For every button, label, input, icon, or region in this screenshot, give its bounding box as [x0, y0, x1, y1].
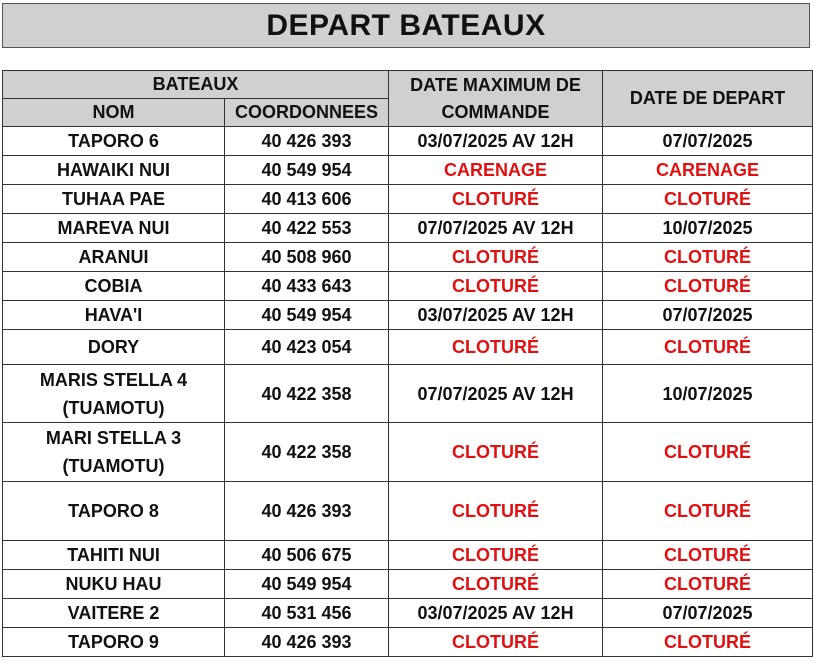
boat-phone: 40 426 393	[225, 127, 389, 156]
boat-name	[3, 156, 225, 185]
order-deadline: CLOTURÉ	[389, 330, 603, 365]
table-row	[3, 127, 813, 156]
boat-name-line: COBIA	[84, 276, 143, 296]
table-row	[3, 330, 813, 365]
table-row	[3, 301, 813, 330]
boat-phone: 40 422 358	[225, 423, 389, 482]
boat-name-line: VAITERE 2	[67, 603, 160, 623]
order-deadline: CLOTURÉ	[389, 185, 603, 214]
departure-date: CLOTURÉ	[603, 272, 813, 301]
order-deadline: 07/07/2025 AV 12H	[389, 365, 603, 423]
boat-name-line: NUKU HAU	[65, 574, 162, 594]
header-date-depart: DATE DE DEPART	[603, 71, 813, 127]
boat-phone: 40 508 960	[225, 243, 389, 272]
boat-name	[3, 214, 225, 243]
table-row	[3, 156, 813, 185]
boat-phone: 40 549 954	[225, 301, 389, 330]
table-row	[3, 185, 813, 214]
departure-date: CLOTURÉ	[603, 423, 813, 482]
boat-name	[3, 482, 225, 541]
boat-phone: 40 506 675	[225, 541, 389, 570]
boat-name-line: HAVA'I	[84, 305, 143, 325]
boat-phone: 40 426 393	[225, 628, 389, 657]
boat-name	[3, 423, 225, 482]
boat-name-line: MAREVA NUI	[57, 218, 170, 238]
boat-name-line: TAPORO 6	[68, 131, 159, 151]
boat-name-line: (TUAMOTU)	[62, 397, 165, 418]
order-deadline: CLOTURÉ	[389, 541, 603, 570]
boat-phone: 40 531 456	[225, 599, 389, 628]
boat-phone: 40 426 393	[225, 482, 389, 541]
table-row	[3, 214, 813, 243]
departure-date: CLOTURÉ	[603, 628, 813, 657]
departure-date: CLOTURÉ	[603, 243, 813, 272]
table-row	[3, 628, 813, 657]
boat-name-line: DORY	[87, 337, 140, 357]
boat-name-line: TAPORO 9	[68, 632, 159, 652]
order-deadline: 03/07/2025 AV 12H	[389, 301, 603, 330]
boat-phone: 40 413 606	[225, 185, 389, 214]
header-nom: NOM	[3, 99, 225, 127]
boat-phone: 40 423 054	[225, 330, 389, 365]
departure-date: 10/07/2025	[603, 365, 813, 423]
header-coordonnees: COORDONNEES	[225, 99, 389, 127]
order-deadline: 03/07/2025 AV 12H	[389, 127, 603, 156]
table-row	[3, 365, 813, 423]
boat-phone: 40 422 553	[225, 214, 389, 243]
boat-name-line: (TUAMOTU)	[62, 456, 165, 476]
boat-name-line: TAHITI NUI	[67, 545, 160, 565]
boat-name-line: MARIS STELLA 4	[39, 369, 188, 390]
page-title: DEPART BATEAUX	[266, 8, 546, 42]
order-deadline: 07/07/2025 AV 12H	[389, 214, 603, 243]
table-row	[3, 599, 813, 628]
boat-name	[3, 272, 225, 301]
order-deadline: CLOTURÉ	[389, 272, 603, 301]
departure-date: CLOTURÉ	[603, 185, 813, 214]
boat-name	[3, 301, 225, 330]
boat-phone: 40 433 643	[225, 272, 389, 301]
boat-name-line: TAPORO 8	[68, 501, 159, 521]
table-row	[3, 272, 813, 301]
table-row	[3, 541, 813, 570]
order-deadline: CLOTURÉ	[389, 482, 603, 541]
departure-date: CLOTURÉ	[603, 541, 813, 570]
boat-name-line: TUHAA PAE	[62, 189, 165, 209]
table-body	[3, 127, 813, 657]
order-deadline: CLOTURÉ	[389, 570, 603, 599]
order-deadline: 03/07/2025 AV 12H	[389, 599, 603, 628]
table-row	[3, 423, 813, 482]
boat-phone: 40 549 954	[225, 570, 389, 599]
departure-date: CLOTURÉ	[603, 330, 813, 365]
boat-name	[3, 330, 225, 365]
boat-name	[3, 243, 225, 272]
boat-name	[3, 185, 225, 214]
boat-phone: 40 549 954	[225, 156, 389, 185]
header-bateaux: BATEAUX	[3, 71, 389, 99]
departure-date: 10/07/2025	[603, 214, 813, 243]
table-row	[3, 570, 813, 599]
title-banner	[2, 3, 810, 48]
table-row	[3, 243, 813, 272]
boat-name-line: HAWAIKI NUI	[56, 160, 170, 180]
boat-phone: 40 422 358	[225, 365, 389, 423]
boat-name	[3, 365, 225, 423]
departure-date: CLOTURÉ	[603, 570, 813, 599]
departure-date: CARENAGE	[603, 156, 813, 185]
boat-name	[3, 599, 225, 628]
departure-date: 07/07/2025	[603, 127, 813, 156]
departures-table	[2, 70, 813, 657]
order-deadline: CARENAGE	[389, 156, 603, 185]
order-deadline: CLOTURÉ	[389, 423, 603, 482]
table-row	[3, 482, 813, 541]
boat-name-line: MARI STELLA 3	[45, 428, 182, 448]
order-deadline: CLOTURÉ	[389, 628, 603, 657]
boat-name-line: ARANUI	[78, 247, 149, 267]
departure-date: CLOTURÉ	[603, 482, 813, 541]
order-deadline: CLOTURÉ	[389, 243, 603, 272]
header-date-max: DATE MAXIMUM DE COMMANDE	[389, 71, 603, 127]
departure-date: 07/07/2025	[603, 599, 813, 628]
boat-name	[3, 570, 225, 599]
departure-date: 07/07/2025	[603, 301, 813, 330]
boat-name	[3, 541, 225, 570]
boat-name	[3, 127, 225, 156]
boat-name	[3, 628, 225, 657]
